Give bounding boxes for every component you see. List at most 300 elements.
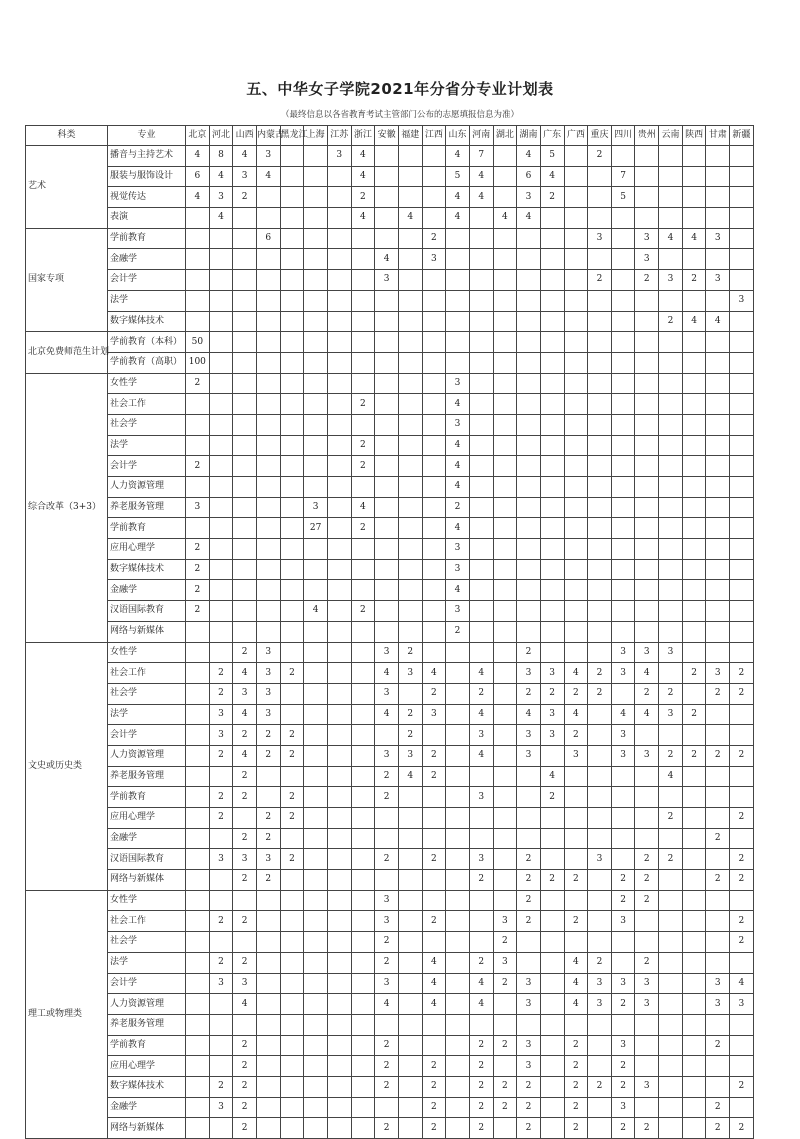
quota-cell [611, 539, 635, 560]
header-province: 广东 [540, 126, 564, 146]
quota-cell [280, 1097, 304, 1118]
quota-cell [233, 414, 257, 435]
quota-cell: 2 [375, 1056, 399, 1077]
quota-cell: 2 [446, 621, 470, 642]
quota-cell [304, 559, 328, 580]
quota-cell [280, 828, 304, 849]
quota-cell: 4 [233, 994, 257, 1015]
quota-cell [730, 704, 754, 725]
quota-cell [564, 332, 588, 353]
quota-cell [659, 1097, 683, 1118]
quota-cell [469, 373, 493, 394]
quota-cell: 4 [469, 166, 493, 187]
quota-cell: 2 [351, 518, 375, 539]
quota-cell: 6 [186, 166, 210, 187]
quota-cell [446, 352, 470, 373]
quota-cell [446, 704, 470, 725]
quota-cell [375, 456, 399, 477]
quota-cell [256, 1014, 280, 1035]
quota-cell [398, 1097, 422, 1118]
quota-cell [706, 539, 730, 560]
quota-cell [304, 704, 328, 725]
table-row [26, 208, 754, 229]
quota-cell [611, 601, 635, 622]
quota-cell [540, 414, 564, 435]
quota-cell [493, 1014, 517, 1035]
quota-cell: 2 [611, 1118, 635, 1139]
quota-cell [706, 394, 730, 415]
quota-cell: 2 [375, 766, 399, 787]
quota-cell: 2 [493, 1035, 517, 1056]
table-row [26, 1076, 754, 1097]
header-province: 河北 [209, 126, 233, 146]
quota-cell [730, 518, 754, 539]
quota-cell: 3 [469, 787, 493, 808]
quota-cell [186, 518, 210, 539]
quota-cell [493, 766, 517, 787]
quota-cell [422, 208, 446, 229]
quota-cell: 4 [446, 208, 470, 229]
quota-cell [682, 890, 706, 911]
quota-cell [209, 994, 233, 1015]
quota-cell [327, 766, 351, 787]
header-province: 黑龙江 [280, 126, 304, 146]
quota-cell: 4 [446, 435, 470, 456]
quota-cell [469, 228, 493, 249]
quota-cell [327, 952, 351, 973]
quota-cell [682, 166, 706, 187]
quota-cell: 2 [256, 828, 280, 849]
major-cell: 学前教育（高职） [108, 352, 186, 373]
quota-cell [493, 539, 517, 560]
quota-cell: 3 [375, 890, 399, 911]
quota-cell: 4 [517, 146, 541, 167]
quota-cell: 3 [611, 745, 635, 766]
major-cell: 学前教育 [108, 518, 186, 539]
quota-cell [706, 497, 730, 518]
quota-cell: 4 [233, 663, 257, 684]
quota-cell: 2 [682, 704, 706, 725]
quota-cell: 2 [233, 1056, 257, 1077]
quota-cell [186, 1076, 210, 1097]
quota-cell [659, 414, 683, 435]
quota-cell [730, 414, 754, 435]
quota-cell [517, 414, 541, 435]
quota-cell [233, 497, 257, 518]
quota-cell [209, 539, 233, 560]
quota-cell [233, 249, 257, 270]
quota-cell [564, 518, 588, 539]
major-cell: 网络与新媒体 [108, 1118, 186, 1139]
quota-cell: 3 [517, 745, 541, 766]
quota-cell: 3 [588, 228, 612, 249]
quota-cell: 3 [493, 911, 517, 932]
table-row [26, 787, 754, 808]
quota-cell: 2 [564, 1076, 588, 1097]
quota-cell [540, 332, 564, 353]
quota-cell [564, 828, 588, 849]
header-province: 内蒙古 [256, 126, 280, 146]
quota-cell [446, 663, 470, 684]
quota-cell: 2 [517, 683, 541, 704]
quota-cell [256, 890, 280, 911]
quota-cell [280, 932, 304, 953]
quota-cell: 2 [730, 1076, 754, 1097]
quota-cell: 3 [635, 973, 659, 994]
quota-cell: 2 [588, 663, 612, 684]
quota-cell [659, 952, 683, 973]
quota-cell: 2 [351, 435, 375, 456]
quota-cell [588, 1118, 612, 1139]
major-cell: 养老服务管理 [108, 497, 186, 518]
quota-cell: 3 [706, 973, 730, 994]
quota-cell: 2 [422, 1056, 446, 1077]
quota-cell: 4 [446, 518, 470, 539]
quota-cell [304, 973, 328, 994]
quota-cell [493, 497, 517, 518]
quota-cell [398, 580, 422, 601]
quota-cell [327, 270, 351, 291]
quota-cell: 3 [446, 559, 470, 580]
quota-cell: 3 [730, 290, 754, 311]
quota-cell [564, 290, 588, 311]
quota-cell [517, 435, 541, 456]
quota-cell [517, 952, 541, 973]
quota-cell [635, 414, 659, 435]
quota-cell [730, 766, 754, 787]
quota-cell [517, 332, 541, 353]
quota-cell: 2 [233, 1035, 257, 1056]
quota-cell [635, 808, 659, 829]
quota-cell [588, 435, 612, 456]
quota-cell [304, 766, 328, 787]
major-cell: 法学 [108, 290, 186, 311]
quota-cell [375, 352, 399, 373]
quota-cell [186, 1097, 210, 1118]
quota-cell [635, 539, 659, 560]
quota-cell: 2 [706, 870, 730, 891]
quota-cell [256, 911, 280, 932]
quota-cell [706, 601, 730, 622]
table-row [26, 146, 754, 167]
quota-cell: 2 [588, 270, 612, 291]
quota-cell [730, 249, 754, 270]
quota-cell [588, 787, 612, 808]
quota-cell [730, 208, 754, 229]
quota-cell: 2 [517, 1118, 541, 1139]
quota-cell [209, 559, 233, 580]
quota-cell [186, 394, 210, 415]
quota-cell: 3 [540, 663, 564, 684]
quota-cell [280, 249, 304, 270]
quota-cell [469, 828, 493, 849]
quota-cell [256, 518, 280, 539]
quota-cell [635, 518, 659, 539]
quota-cell: 3 [446, 373, 470, 394]
header-province: 湖南 [517, 126, 541, 146]
quota-cell [564, 352, 588, 373]
quota-cell [209, 1056, 233, 1077]
quota-cell [327, 394, 351, 415]
quota-cell [517, 290, 541, 311]
quota-cell [517, 373, 541, 394]
quota-cell [493, 414, 517, 435]
quota-cell [256, 952, 280, 973]
quota-cell [186, 1035, 210, 1056]
quota-cell: 3 [304, 497, 328, 518]
quota-cell: 2 [588, 683, 612, 704]
quota-cell [493, 228, 517, 249]
quota-cell [327, 1056, 351, 1077]
quota-cell [611, 270, 635, 291]
quota-cell [706, 352, 730, 373]
quota-cell [706, 580, 730, 601]
quota-cell [351, 994, 375, 1015]
quota-cell: 3 [706, 994, 730, 1015]
quota-cell [327, 1014, 351, 1035]
quota-cell [398, 621, 422, 642]
quota-cell: 3 [256, 663, 280, 684]
major-cell: 金融学 [108, 580, 186, 601]
quota-cell [398, 559, 422, 580]
quota-cell [493, 683, 517, 704]
quota-cell: 4 [351, 208, 375, 229]
quota-cell: 4 [517, 208, 541, 229]
quota-cell [398, 497, 422, 518]
quota-cell [280, 373, 304, 394]
quota-cell [304, 332, 328, 353]
quota-cell [304, 1118, 328, 1139]
table-row [26, 973, 754, 994]
quota-cell [682, 394, 706, 415]
quota-cell [422, 559, 446, 580]
major-cell: 数字媒体技术 [108, 311, 186, 332]
quota-cell [256, 352, 280, 373]
quota-cell [209, 456, 233, 477]
major-cell: 会计学 [108, 456, 186, 477]
major-cell: 网络与新媒体 [108, 870, 186, 891]
header-province: 山西 [233, 126, 257, 146]
major-cell: 数字媒体技术 [108, 1076, 186, 1097]
header-province: 陕西 [682, 126, 706, 146]
quota-cell [422, 725, 446, 746]
quota-cell [611, 559, 635, 580]
quota-cell [280, 952, 304, 973]
quota-cell [209, 228, 233, 249]
quota-cell: 4 [540, 766, 564, 787]
quota-cell [469, 352, 493, 373]
quota-cell [540, 1014, 564, 1035]
quota-cell [375, 332, 399, 353]
quota-cell [682, 870, 706, 891]
quota-cell [611, 311, 635, 332]
quota-cell [540, 849, 564, 870]
table-row [26, 1035, 754, 1056]
quota-cell [327, 249, 351, 270]
quota-cell [446, 725, 470, 746]
quota-cell [540, 952, 564, 973]
quota-cell [682, 352, 706, 373]
quota-cell: 4 [564, 973, 588, 994]
major-cell: 汉语国际教育 [108, 601, 186, 622]
quota-cell [186, 849, 210, 870]
quota-cell [611, 373, 635, 394]
quota-cell [209, 249, 233, 270]
quota-cell: 2 [422, 911, 446, 932]
quota-cell [588, 1035, 612, 1056]
quota-cell [351, 890, 375, 911]
major-cell: 学前教育 [108, 1035, 186, 1056]
quota-cell [517, 539, 541, 560]
quota-cell [304, 787, 328, 808]
quota-cell [611, 808, 635, 829]
quota-cell [186, 994, 210, 1015]
quota-cell: 2 [351, 601, 375, 622]
major-cell: 金融学 [108, 1097, 186, 1118]
quota-cell [304, 890, 328, 911]
quota-cell [233, 456, 257, 477]
quota-cell [256, 208, 280, 229]
quota-cell [659, 559, 683, 580]
quota-cell: 3 [635, 745, 659, 766]
quota-cell [635, 435, 659, 456]
quota-cell: 2 [493, 1076, 517, 1097]
quota-cell [517, 394, 541, 415]
quota-cell [351, 704, 375, 725]
quota-cell [327, 187, 351, 208]
quota-cell [682, 952, 706, 973]
quota-cell [398, 973, 422, 994]
quota-cell [540, 311, 564, 332]
quota-cell: 2 [730, 683, 754, 704]
quota-cell [304, 1097, 328, 1118]
quota-cell [280, 642, 304, 663]
quota-cell [564, 497, 588, 518]
quota-cell [611, 1014, 635, 1035]
quota-cell [422, 414, 446, 435]
table-row [26, 1097, 754, 1118]
quota-cell [493, 994, 517, 1015]
major-cell: 学前教育（本科） [108, 332, 186, 353]
quota-cell [659, 663, 683, 684]
quota-cell [588, 704, 612, 725]
major-cell: 社会工作 [108, 911, 186, 932]
quota-cell [635, 1014, 659, 1035]
major-cell: 播音与主持艺术 [108, 146, 186, 167]
quota-cell [209, 601, 233, 622]
quota-cell [327, 642, 351, 663]
quota-cell: 2 [706, 745, 730, 766]
quota-cell [351, 621, 375, 642]
quota-cell [469, 642, 493, 663]
quota-cell: 3 [233, 166, 257, 187]
quota-cell [304, 663, 328, 684]
quota-cell: 4 [375, 663, 399, 684]
quota-cell [186, 683, 210, 704]
quota-cell [659, 456, 683, 477]
quota-cell: 2 [517, 1097, 541, 1118]
quota-cell: 2 [280, 663, 304, 684]
quota-cell [682, 1076, 706, 1097]
quota-cell [186, 828, 210, 849]
quota-cell [611, 952, 635, 973]
table-row [26, 394, 754, 415]
quota-cell [493, 311, 517, 332]
major-cell: 社会工作 [108, 663, 186, 684]
quota-cell: 4 [469, 663, 493, 684]
quota-cell [446, 808, 470, 829]
table-row [26, 559, 754, 580]
quota-cell [682, 414, 706, 435]
quota-cell: 6 [517, 166, 541, 187]
quota-cell [351, 828, 375, 849]
quota-cell [398, 849, 422, 870]
quota-cell [517, 311, 541, 332]
quota-cell [233, 890, 257, 911]
quota-cell: 2 [611, 870, 635, 891]
quota-cell [375, 870, 399, 891]
quota-cell [351, 1097, 375, 1118]
quota-cell [280, 601, 304, 622]
quota-cell [446, 290, 470, 311]
quota-cell [682, 973, 706, 994]
quota-cell: 2 [398, 704, 422, 725]
quota-cell [682, 580, 706, 601]
quota-cell [351, 787, 375, 808]
quota-cell [209, 373, 233, 394]
quota-cell [398, 932, 422, 953]
quota-cell: 2 [611, 1056, 635, 1077]
quota-cell: 2 [564, 911, 588, 932]
quota-cell [233, 518, 257, 539]
quota-cell: 3 [186, 497, 210, 518]
quota-cell [233, 394, 257, 415]
quota-cell: 2 [540, 787, 564, 808]
quota-cell [493, 580, 517, 601]
quota-cell [706, 332, 730, 353]
table-row [26, 911, 754, 932]
quota-cell: 2 [256, 808, 280, 829]
quota-cell [422, 497, 446, 518]
quota-cell: 4 [375, 994, 399, 1015]
quota-cell: 2 [209, 663, 233, 684]
quota-cell [304, 208, 328, 229]
quota-cell [682, 766, 706, 787]
quota-cell [517, 352, 541, 373]
quota-cell: 2 [233, 828, 257, 849]
quota-cell [730, 559, 754, 580]
quota-cell [659, 911, 683, 932]
quota-cell [256, 456, 280, 477]
quota-cell [588, 808, 612, 829]
table-row [26, 601, 754, 622]
quota-cell [659, 518, 683, 539]
quota-cell [280, 394, 304, 415]
quota-cell [540, 642, 564, 663]
quota-cell [186, 1014, 210, 1035]
quota-cell [375, 290, 399, 311]
quota-cell [588, 559, 612, 580]
quota-cell: 2 [256, 870, 280, 891]
quota-cell [280, 890, 304, 911]
quota-cell [375, 146, 399, 167]
quota-cell [398, 249, 422, 270]
quota-cell [422, 1035, 446, 1056]
quota-cell [256, 1076, 280, 1097]
quota-cell [186, 270, 210, 291]
quota-cell [469, 539, 493, 560]
quota-cell [493, 1056, 517, 1077]
